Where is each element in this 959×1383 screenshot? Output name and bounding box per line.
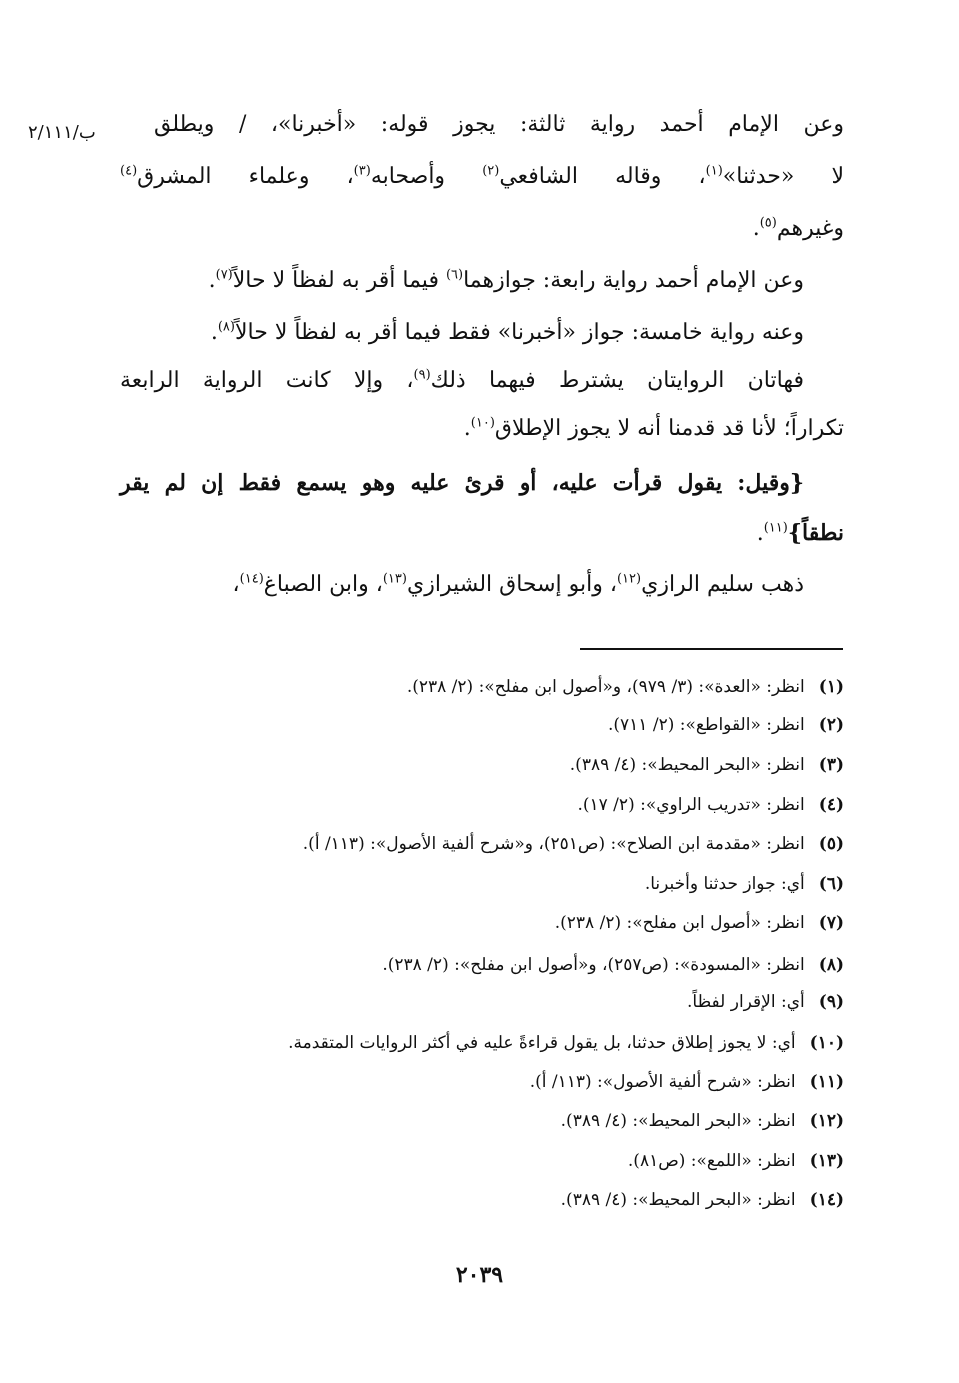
text-segment: ذهب سليم الرازي: [641, 572, 804, 597]
body-line-1-text: وعن الإمام أحمد رواية ثالثة: يجوز قوله: «أخبرنا»، / ويطلق: [154, 112, 844, 137]
footnote-11: [530, 1069, 844, 1095]
footnote-5: [303, 831, 844, 857]
footnote-text: أي: الإقرار لفظاً.: [687, 992, 805, 1012]
text-segment: .: [756, 521, 764, 546]
footnote-ref[interactable]: (١٤): [239, 571, 264, 587]
footnote-number: (٨): [818, 955, 844, 975]
text-segment: .: [210, 320, 218, 345]
text-segment: لا «حدثنا»: [722, 164, 844, 189]
footnote-text: انظر: «البحر المحيط»: (٤/ ٣٨٩).: [560, 1190, 796, 1210]
text-segment: ، وأبو إسحاق الشيرازي: [406, 572, 617, 597]
text-segment: وعنه رواية خامسة: جواز «أخبرنا» فقط فيما أقر به لفظاً لا حالاً: [234, 320, 804, 345]
footnote-2: [608, 712, 844, 738]
footnote-number: (١٣): [809, 1151, 844, 1171]
footnote-number: (١٢): [809, 1111, 844, 1131]
text-segment: ، وعلماء المشرق: [137, 164, 354, 189]
text-segment: ، وقاله الشافعي: [499, 164, 706, 189]
footnote-1: [407, 674, 844, 700]
body-line-4: [209, 256, 804, 306]
footnote-12: [561, 1108, 844, 1134]
footnote-ref[interactable]: (٢): [482, 163, 500, 179]
body-line-7: [464, 404, 844, 454]
text-segment: وعن الإمام أحمد رواية رابعة: جوازهما: [463, 268, 804, 293]
footnote-number: (١١): [809, 1072, 844, 1092]
footnote-number: (٧): [818, 913, 844, 933]
footnote-3: [570, 752, 844, 778]
body-line-5: [211, 308, 804, 358]
footnote-number: (٩): [818, 992, 844, 1012]
footnote-ref[interactable]: (١): [705, 163, 723, 179]
footnote-ref[interactable]: (٨): [217, 319, 235, 335]
text-segment: ، وإلا كانت الرواية الرابعة: [120, 368, 414, 393]
body-line-3: [753, 204, 844, 254]
text-segment: ،: [232, 572, 240, 597]
footnote-number: (١): [818, 677, 844, 697]
text-segment: وأصحابه: [370, 164, 483, 189]
body-line-1: [154, 100, 844, 150]
text-segment: .: [463, 416, 471, 441]
footnote-text: انظر: «تدريب الراوي»: (٢/ ١٧).: [577, 795, 805, 815]
body-line-6: [120, 356, 804, 406]
footnote-ref[interactable]: (٧): [215, 267, 233, 283]
footnote-text: انظر: «اللمع»: (ص٨١).: [627, 1151, 796, 1171]
footnote-ref[interactable]: (٦): [445, 267, 464, 283]
body-line-10: [233, 560, 804, 610]
footnote-number: (٥): [818, 834, 844, 854]
footnote-text: أي: لا يجوز إطلاق حدثنا، بل يقول قراءةً عليه في أكثر الروايات المتقدمة.: [288, 1033, 796, 1053]
footnote-number: (١٠): [809, 1033, 844, 1053]
footnote-number: (٣): [818, 755, 844, 775]
footnote-10: [288, 1030, 844, 1056]
footnote-13: [628, 1148, 844, 1174]
footnote-4: [577, 792, 844, 818]
text-segment: {وقيل: يقول قرأت عليه، أو قرئ عليه وهو يسمع فقط إن لم يقر: [120, 470, 804, 496]
footnote-text: أي: جواز حدثنا وأخبرنا.: [644, 874, 805, 894]
footnote-ref[interactable]: (٥): [759, 215, 777, 231]
footnote-number: (٤): [818, 795, 844, 815]
body-line-8: [120, 458, 804, 508]
footnote-ref[interactable]: (٩): [413, 367, 431, 383]
footnote-text: انظر: «أصول ابن مفلح»: (٢/ ٢٣٨).: [554, 913, 805, 933]
footnote-text: انظر: «العدة»: (٣/ ٩٧٩)، و«أصول ابن مفلح»: (٢/ ٢٣٨).: [406, 677, 805, 697]
text-segment: فيما أقر به لفظاً لا حالاً: [232, 268, 446, 293]
text-segment: ، وابن الصباغ: [263, 572, 383, 597]
footnote-text: انظر: «المسودة»: (ص٢٥٧)، و«أصول ابن مفلح»: (٢/ ٢٣٨).: [382, 955, 805, 975]
footnote-ref[interactable]: (١٢): [616, 571, 642, 587]
footnote-text: انظر: «البحر المحيط»: (٤/ ٣٨٩).: [560, 1111, 796, 1131]
footnote-number: (٦): [818, 874, 844, 894]
footnote-ref[interactable]: (٣): [353, 163, 371, 179]
footnote-ref[interactable]: (١٣): [382, 571, 407, 587]
body-line-2: [120, 152, 844, 202]
text-segment: تكراراً؛ لأنا قد قدمنا أنه لا يجوز الإطلاق: [494, 416, 844, 441]
footnote-ref[interactable]: (١١): [763, 520, 788, 536]
footnote-separator: [580, 648, 843, 650]
footnote-number: (٢): [818, 715, 844, 735]
footnote-8: [382, 952, 844, 978]
text-segment: وغيرهم: [776, 216, 844, 241]
footnote-text: انظر: «القواطع»: (٢/ ٧١١).: [607, 715, 805, 735]
text-segment: .: [208, 268, 216, 293]
footnote-6: [645, 871, 844, 897]
footnote-text: انظر: «مقدمة ابن الصلاح»: (ص٢٥١)، و«شرح ألفية الأصول»: (١١٣/ أ).: [302, 834, 805, 854]
footnote-14: [561, 1187, 844, 1213]
footnote-number: (١٤): [809, 1190, 844, 1210]
text-segment: نطقاً}: [787, 520, 844, 546]
footnote-text: انظر: «البحر المحيط»: (٤/ ٣٨٩).: [569, 755, 805, 775]
margin-reference: ب/٢/١١١: [28, 122, 96, 143]
text-segment: .: [752, 216, 760, 241]
footnote-ref[interactable]: (٤): [120, 163, 138, 179]
footnote-text: انظر: «شرح ألفية الأصول»: (١١٣/ أ).: [529, 1072, 796, 1092]
footnote-ref[interactable]: (١٠): [470, 415, 495, 431]
footnote-7: [555, 910, 844, 936]
page-number: ٢٠٣٩: [455, 1262, 504, 1288]
footnote-9: [687, 989, 844, 1015]
text-segment: فهاتان الروايتان يشترط فيهما ذلك: [430, 368, 804, 393]
body-line-9: [757, 508, 844, 559]
